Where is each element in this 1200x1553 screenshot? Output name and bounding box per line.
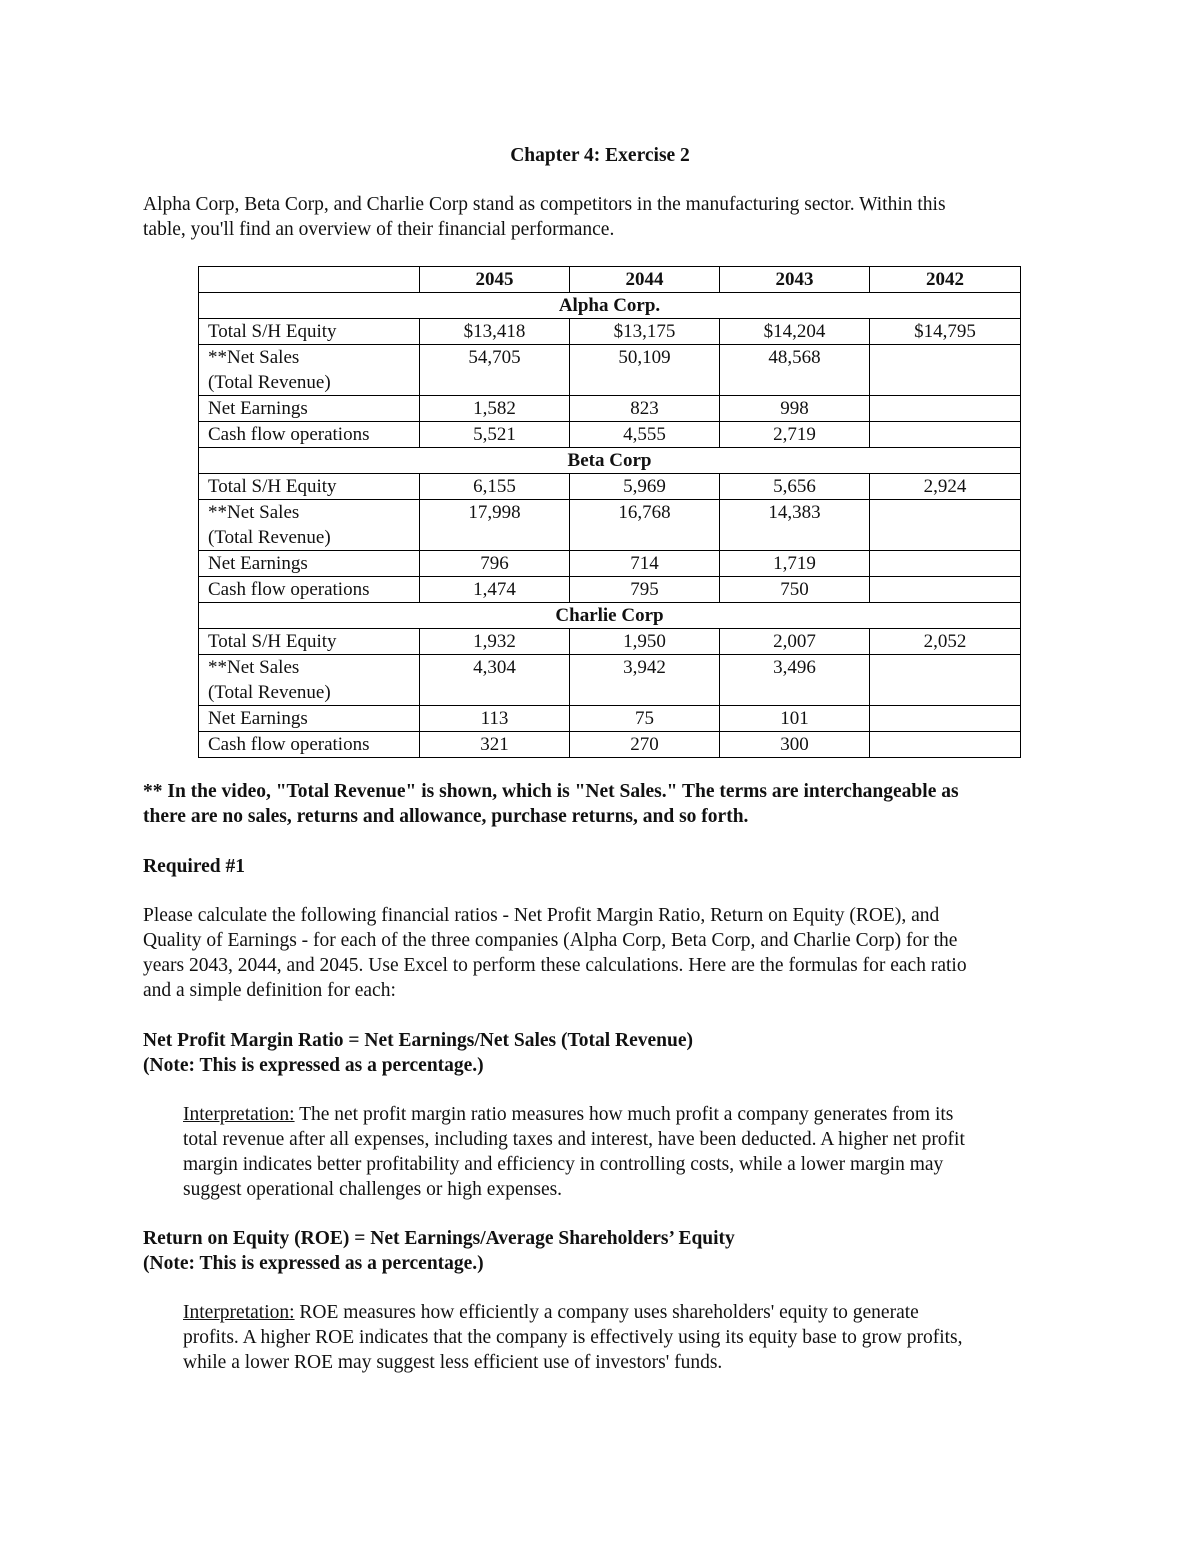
table-cell: 4,304 — [420, 655, 570, 706]
table-cell: 113 — [420, 706, 570, 732]
financial-table — [198, 266, 1021, 758]
interpretation-label: Interpretation: — [183, 1302, 295, 1323]
section-title-charlie: Charlie Corp — [199, 603, 1021, 629]
required-heading: Required #1 — [143, 856, 246, 877]
row-label: Cash flow operations — [199, 577, 420, 603]
interpretation-text: ROE measures how efficiently a company uses shareholders' equity to generate — [294, 1302, 919, 1323]
table-cell — [870, 345, 1021, 396]
paragraph-line: Quality of Earnings - for each of the three companies (Alpha Corp, Beta Corp, and Charlie Corp) for the — [143, 930, 958, 951]
formula-note: (Note: This is expressed as a percentage.) — [143, 1253, 484, 1274]
table-row — [199, 706, 1021, 732]
table-cell: 998 — [720, 396, 870, 422]
interpretation-net-profit-margin — [183, 1102, 1063, 1202]
row-label-line: (Total Revenue) — [208, 527, 331, 548]
table-cell — [870, 422, 1021, 448]
table-cell: 48,568 — [720, 345, 870, 396]
table-cell: 300 — [720, 732, 870, 758]
table-cell: 2,719 — [720, 422, 870, 448]
table-cell: 5,656 — [720, 474, 870, 500]
paragraph-line: years 2043, 2044, and 2045. Use Excel to perform these calculations. Here are the formulas for each ratio — [143, 955, 967, 976]
header-year: 2043 — [720, 267, 870, 293]
table-cell: 2,007 — [720, 629, 870, 655]
row-label-line: (Total Revenue) — [208, 372, 331, 393]
table-cell: $13,418 — [420, 319, 570, 345]
table-cell — [870, 706, 1021, 732]
table-cell: 5,521 — [420, 422, 570, 448]
table-cell: 1,950 — [570, 629, 720, 655]
table-cell — [870, 396, 1021, 422]
row-label — [199, 655, 420, 706]
table-row — [199, 655, 1021, 706]
table-row — [199, 551, 1021, 577]
interpretation-line: suggest operational challenges or high expenses. — [183, 1179, 563, 1200]
footnote — [143, 779, 1063, 829]
table-cell: 2,052 — [870, 629, 1021, 655]
table-cell: $13,175 — [570, 319, 720, 345]
row-label: Total S/H Equity — [199, 629, 420, 655]
table-cell: 3,942 — [570, 655, 720, 706]
table-cell: 16,768 — [570, 500, 720, 551]
row-label-line: (Total Revenue) — [208, 682, 331, 703]
section-title-alpha: Alpha Corp. — [199, 293, 1021, 319]
instructions-paragraph — [143, 903, 1063, 1003]
row-label: Cash flow operations — [199, 422, 420, 448]
table-cell: 1,582 — [420, 396, 570, 422]
table-row — [199, 345, 1021, 396]
table-cell: 795 — [570, 577, 720, 603]
interpretation-roe — [183, 1300, 1063, 1375]
interpretation-line — [183, 1102, 1063, 1127]
interpretation-line: profits. A higher ROE indicates that the company is effectively using its equity base to grow profits, — [183, 1327, 963, 1348]
table-row — [199, 474, 1021, 500]
intro-line: Alpha Corp, Beta Corp, and Charlie Corp stand as competitors in the manufacturing sector. Within this — [143, 194, 946, 215]
table-cell: 714 — [570, 551, 720, 577]
interpretation-line: while a lower ROE may suggest less efficient use of investors' funds. — [183, 1352, 723, 1373]
table-row — [199, 577, 1021, 603]
table-header-row — [199, 267, 1021, 293]
interpretation-line — [183, 1300, 1063, 1325]
table-cell — [870, 577, 1021, 603]
table-cell: 14,383 — [720, 500, 870, 551]
table-cell: 101 — [720, 706, 870, 732]
table-cell: 54,705 — [420, 345, 570, 396]
table-row — [199, 319, 1021, 345]
section-title-beta: Beta Corp — [199, 448, 1021, 474]
table-cell — [870, 500, 1021, 551]
intro-line: table, you'll find an overview of their financial performance. — [143, 219, 615, 240]
section-row — [199, 448, 1021, 474]
interpretation-line: total revenue after all expenses, including taxes and interest, have been deducted. A higher net profit — [183, 1129, 965, 1150]
table-cell: 1,719 — [720, 551, 870, 577]
table-cell: 750 — [720, 577, 870, 603]
section-row — [199, 293, 1021, 319]
footnote-line: there are no sales, returns and allowance, purchase returns, and so forth. — [143, 806, 749, 827]
footnote-line: ** In the video, "Total Revenue" is shown, which is "Net Sales." The terms are interchangeable as — [143, 781, 959, 802]
header-year: 2045 — [420, 267, 570, 293]
interpretation-text: The net profit margin ratio measures how much profit a company generates from its — [294, 1104, 954, 1125]
table-cell: $14,204 — [720, 319, 870, 345]
table-row — [199, 396, 1021, 422]
row-label: Net Earnings — [199, 396, 420, 422]
paragraph-line: Please calculate the following financial ratios - Net Profit Margin Ratio, Return on Equity (ROE), and — [143, 905, 940, 926]
table-cell: 2,924 — [870, 474, 1021, 500]
table-cell — [870, 551, 1021, 577]
row-label: Net Earnings — [199, 551, 420, 577]
formula-note: (Note: This is expressed as a percentage.) — [143, 1055, 484, 1076]
row-label-line: **Net Sales — [208, 657, 300, 678]
header-year: 2042 — [870, 267, 1021, 293]
table-cell: 17,998 — [420, 500, 570, 551]
table-row — [199, 629, 1021, 655]
table-cell: 1,474 — [420, 577, 570, 603]
table-cell: 270 — [570, 732, 720, 758]
table-cell — [870, 655, 1021, 706]
table-row — [199, 732, 1021, 758]
paragraph-line: and a simple definition for each: — [143, 980, 396, 1001]
table-row — [199, 500, 1021, 551]
table-cell — [870, 732, 1021, 758]
section-row — [199, 603, 1021, 629]
intro-paragraph — [143, 192, 1053, 242]
interpretation-label: Interpretation: — [183, 1104, 295, 1125]
header-year: 2044 — [570, 267, 720, 293]
row-label-line: **Net Sales — [208, 347, 300, 368]
row-label: Cash flow operations — [199, 732, 420, 758]
table-cell: 321 — [420, 732, 570, 758]
table-cell: 3,496 — [720, 655, 870, 706]
row-label — [199, 345, 420, 396]
table-row — [199, 422, 1021, 448]
row-label — [199, 500, 420, 551]
table-cell: 1,932 — [420, 629, 570, 655]
table-cell: 4,555 — [570, 422, 720, 448]
table-cell: 5,969 — [570, 474, 720, 500]
interpretation-line: margin indicates better profitability and efficiency in controlling costs, while a lower margin may — [183, 1154, 944, 1175]
table-cell: 50,109 — [570, 345, 720, 396]
formula-line: Net Profit Margin Ratio = Net Earnings/Net Sales (Total Revenue) — [143, 1030, 693, 1051]
row-label: Total S/H Equity — [199, 319, 420, 345]
table-cell: 75 — [570, 706, 720, 732]
formula-net-profit-margin — [143, 1028, 1063, 1078]
formula-roe — [143, 1226, 1063, 1276]
row-label-line: **Net Sales — [208, 502, 300, 523]
header-blank — [199, 267, 420, 293]
table-cell: 823 — [570, 396, 720, 422]
table-cell: 796 — [420, 551, 570, 577]
page-title: Chapter 4: Exercise 2 — [510, 145, 690, 166]
row-label: Net Earnings — [199, 706, 420, 732]
table-cell: 6,155 — [420, 474, 570, 500]
row-label: Total S/H Equity — [199, 474, 420, 500]
table-cell: $14,795 — [870, 319, 1021, 345]
formula-line: Return on Equity (ROE) = Net Earnings/Average Shareholders’ Equity — [143, 1228, 735, 1249]
